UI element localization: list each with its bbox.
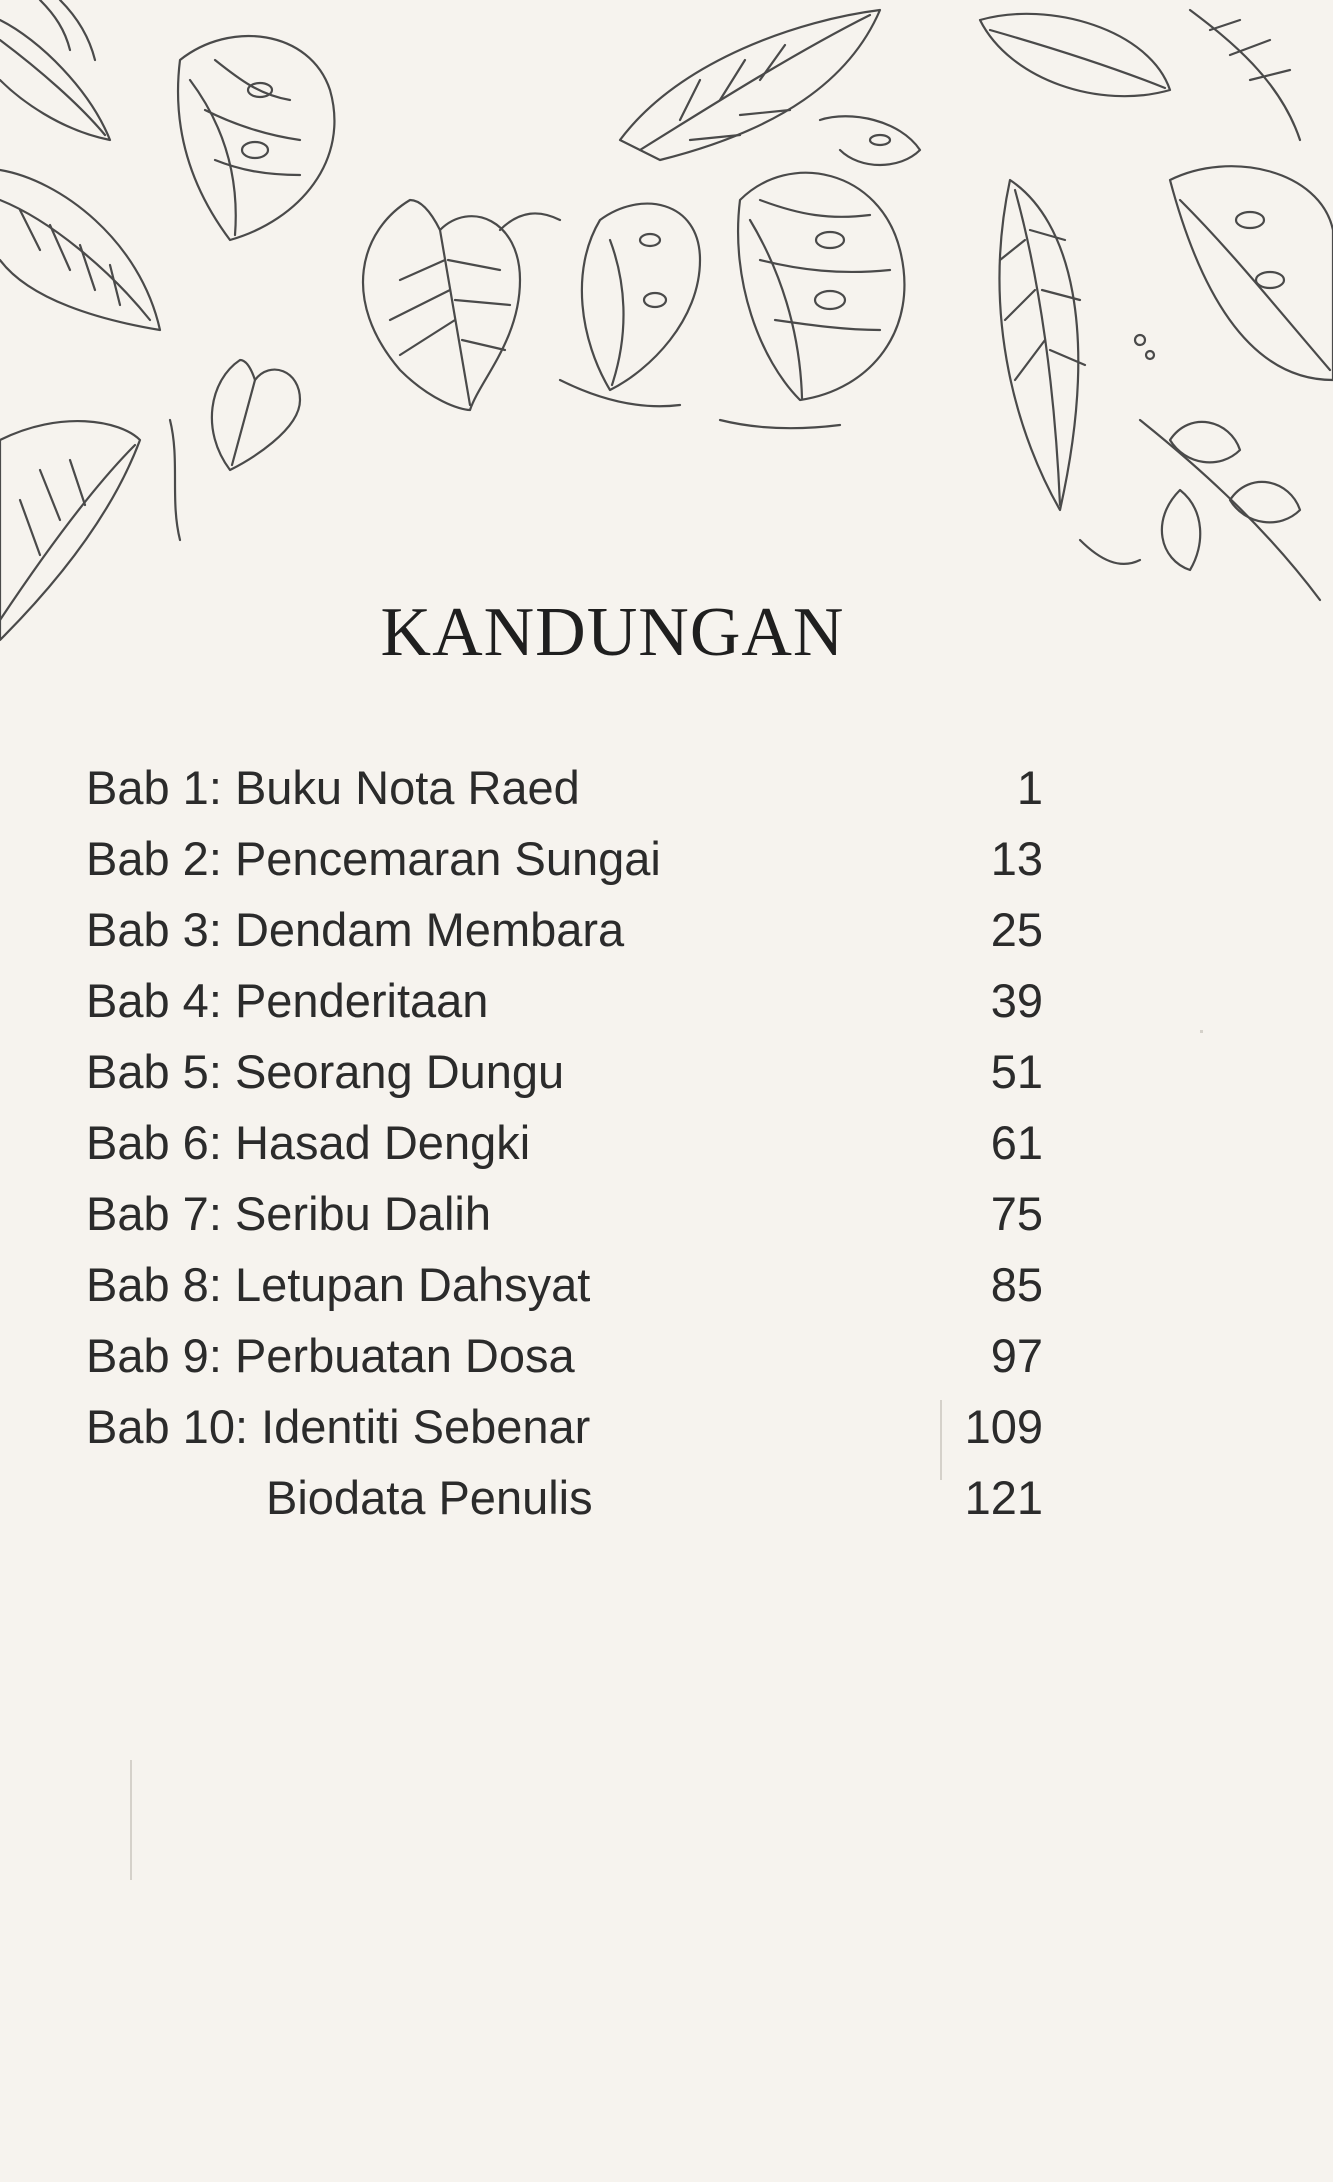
toc-entry-label: Bab 7: Seribu Dalih bbox=[86, 1187, 491, 1240]
page-title: KANDUNGAN bbox=[380, 594, 845, 671]
paper-speck bbox=[130, 1760, 132, 1880]
leaf-icon bbox=[1162, 490, 1200, 570]
toc-row bbox=[0, 1462, 1333, 1533]
toc-row bbox=[0, 1107, 1333, 1178]
monstera-leaf-icon bbox=[582, 204, 700, 390]
toc-entry-label: Bab 5: Seorang Dungu bbox=[86, 1045, 565, 1098]
toc-row bbox=[0, 965, 1333, 1036]
toc-entry-label: Bab 3: Dendam Membara bbox=[86, 903, 625, 956]
toc-row bbox=[0, 1178, 1333, 1249]
toc-page-number: 51 bbox=[990, 1045, 1043, 1098]
toc-row bbox=[0, 823, 1333, 894]
toc-row bbox=[0, 1391, 1333, 1462]
toc-entry-label: Bab 2: Pencemaran Sungai bbox=[86, 832, 661, 885]
heart-leaf-icon bbox=[363, 200, 520, 410]
toc-page-number: 39 bbox=[990, 974, 1043, 1027]
heart-leaf-icon bbox=[212, 360, 300, 470]
toc-page-number: 13 bbox=[990, 832, 1043, 885]
toc-entry-label: Biodata Penulis bbox=[266, 1471, 593, 1524]
toc-row bbox=[0, 1320, 1333, 1391]
leaf-icon bbox=[1230, 482, 1300, 522]
toc-entry-label: Bab 4: Penderitaan bbox=[86, 974, 489, 1027]
table-of-contents bbox=[0, 752, 1333, 1533]
toc-page-number: 121 bbox=[964, 1471, 1043, 1524]
toc-entry-label: Bab 10: Identiti Sebenar bbox=[86, 1400, 591, 1453]
toc-page-number: 61 bbox=[990, 1116, 1043, 1169]
toc-page-number: 85 bbox=[990, 1258, 1043, 1311]
toc-entry-label: Bab 6: Hasad Dengki bbox=[86, 1116, 531, 1169]
toc-page-number: 97 bbox=[990, 1329, 1043, 1382]
leaf-icon bbox=[1000, 180, 1079, 510]
toc-page-number: 109 bbox=[964, 1400, 1043, 1453]
toc-page-number: 25 bbox=[990, 903, 1043, 956]
monstera-leaf-icon bbox=[178, 36, 334, 240]
paper-speck bbox=[940, 1400, 942, 1480]
toc-entry-label: Bab 1: Buku Nota Raed bbox=[86, 761, 580, 814]
toc-page-number: 75 bbox=[990, 1187, 1043, 1240]
paper-speck bbox=[1200, 1030, 1203, 1033]
toc-row bbox=[0, 752, 1333, 823]
monstera-leaf-icon bbox=[738, 173, 904, 400]
toc-row bbox=[0, 894, 1333, 965]
monstera-leaf-icon bbox=[1170, 166, 1333, 380]
toc-row bbox=[0, 1036, 1333, 1107]
toc-entry-label: Bab 8: Letupan Dahsyat bbox=[86, 1258, 591, 1311]
toc-entry-label: Bab 9: Perbuatan Dosa bbox=[86, 1329, 575, 1382]
leaf-icon bbox=[1170, 422, 1240, 462]
toc-row bbox=[0, 1249, 1333, 1320]
botanical-leaves-illustration bbox=[0, 0, 1333, 680]
toc-page-number: 1 bbox=[1016, 761, 1043, 814]
